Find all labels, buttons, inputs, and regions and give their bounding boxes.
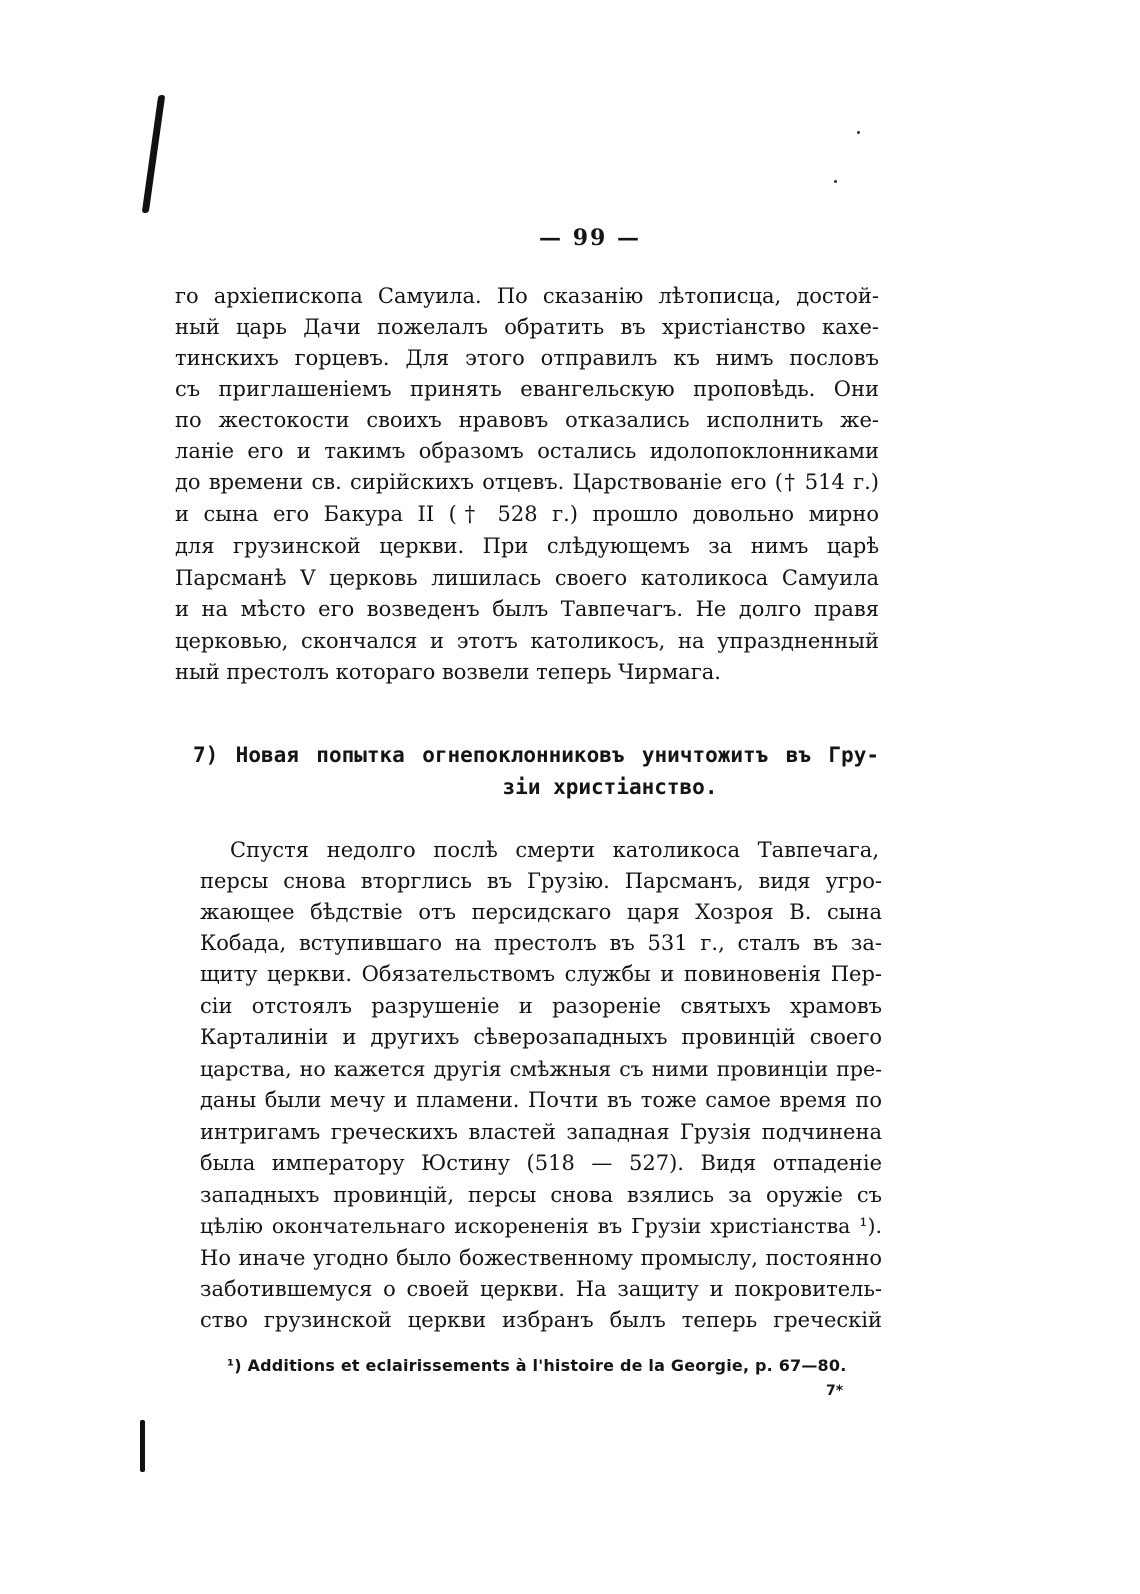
text-line: была императору Юстину (518 — 527). Видя отпаденіе [200, 1151, 882, 1175]
section-heading-continued: зіи христіанство. [502, 775, 718, 799]
text-line: персы снова вторглись въ Грузію. Парсманъ, видя угро- [200, 869, 882, 893]
footnote: ¹) Additions et eclairissements à l'histoire de la Georgie, p. 67—80. [227, 1356, 847, 1375]
text-line: западныхъ провинцій, персы снова взялись за оружіе съ [200, 1183, 882, 1207]
text-line: Спустя недолго послѣ смерти католикоса Тавпечага, [230, 838, 879, 862]
text-line: сіи отстоялъ разрушеніе и разореніе святыхъ храмовъ [200, 994, 882, 1018]
text-line: ный царь Дачи пожелалъ обратить въ христіанство кахе- [175, 315, 879, 339]
text-line: го архіепископа Самуила. По сказанію лѣтописца, достой- [175, 284, 879, 308]
text-line: царства, но кажется другія смѣжныя съ ними провинціи пре- [200, 1057, 882, 1081]
text-line: ный престолъ котораго возвели теперь Чирмага. [175, 660, 721, 684]
text-line: Но иначе угодно было божественному промыслу, постоянно [200, 1246, 882, 1270]
text-line: Парсманѣ V церковь лишилась своего католикоса Самуила [175, 566, 879, 590]
text-line: церковью, скончался и этотъ католикосъ, на упраздненный [175, 629, 879, 653]
text-line: ланіе его и такимъ образомъ остались идолопоклонниками [175, 439, 879, 463]
text-line: и сына его Бакура II († 528 г.) прошло довольно мирно [175, 502, 879, 526]
scan-speck [857, 131, 860, 134]
text-line: до времени св. сирійскихъ отцевъ. Царствованіе его († 514 г.) [175, 470, 879, 494]
text-line: Карталиніи и другихъ сѣверозападныхъ провинцій своего [200, 1025, 882, 1049]
scan-speck [834, 180, 837, 183]
page-number: — 99 — [539, 225, 641, 251]
text-line: заботившемуся о своей церкви. На защиту и покровитель- [200, 1277, 882, 1301]
text-line: Кобада, вступившаго на престолъ въ 531 г., сталъ въ за- [200, 931, 882, 955]
text-line: жающее бѣдствіе отъ персидскаго царя Хозроя В. сына [200, 900, 882, 924]
text-line: цѣлію окончательнаго искорененія въ Грузіи христіанства ¹). [200, 1214, 882, 1238]
text-line: тинскихъ горцевъ. Для этого отправилъ къ нимъ пословъ [175, 346, 879, 370]
scan-margin-mark-bottom [140, 1420, 145, 1472]
printer-signature-mark: 7* [826, 1383, 844, 1399]
scan-margin-mark-top [142, 95, 166, 213]
text-line: съ приглашеніемъ принять евангельскую проповѣдь. Они [175, 377, 879, 401]
text-line: по жестокости своихъ нравовъ отказались исполнить же- [175, 408, 879, 432]
text-line: ство грузинской церкви избранъ былъ теперь греческій [200, 1308, 882, 1332]
text-line: для грузинской церкви. При слѣдующемъ за нимъ царѣ [175, 534, 879, 558]
text-line: и на мѣсто его возведенъ былъ Тавпечагъ. Не долго правя [175, 597, 879, 621]
text-line: интригамъ греческихъ властей западная Грузія подчинена [200, 1120, 882, 1144]
text-line: даны были мечу и пламени. Почти въ тоже самое время по [200, 1088, 882, 1112]
text-line: щиту церкви. Обязательствомъ службы и повиновенія Пер- [200, 962, 882, 986]
section-heading: 7) Новая попытка огнепоклонниковъ уничтожитъ въ Гру- [193, 743, 879, 767]
